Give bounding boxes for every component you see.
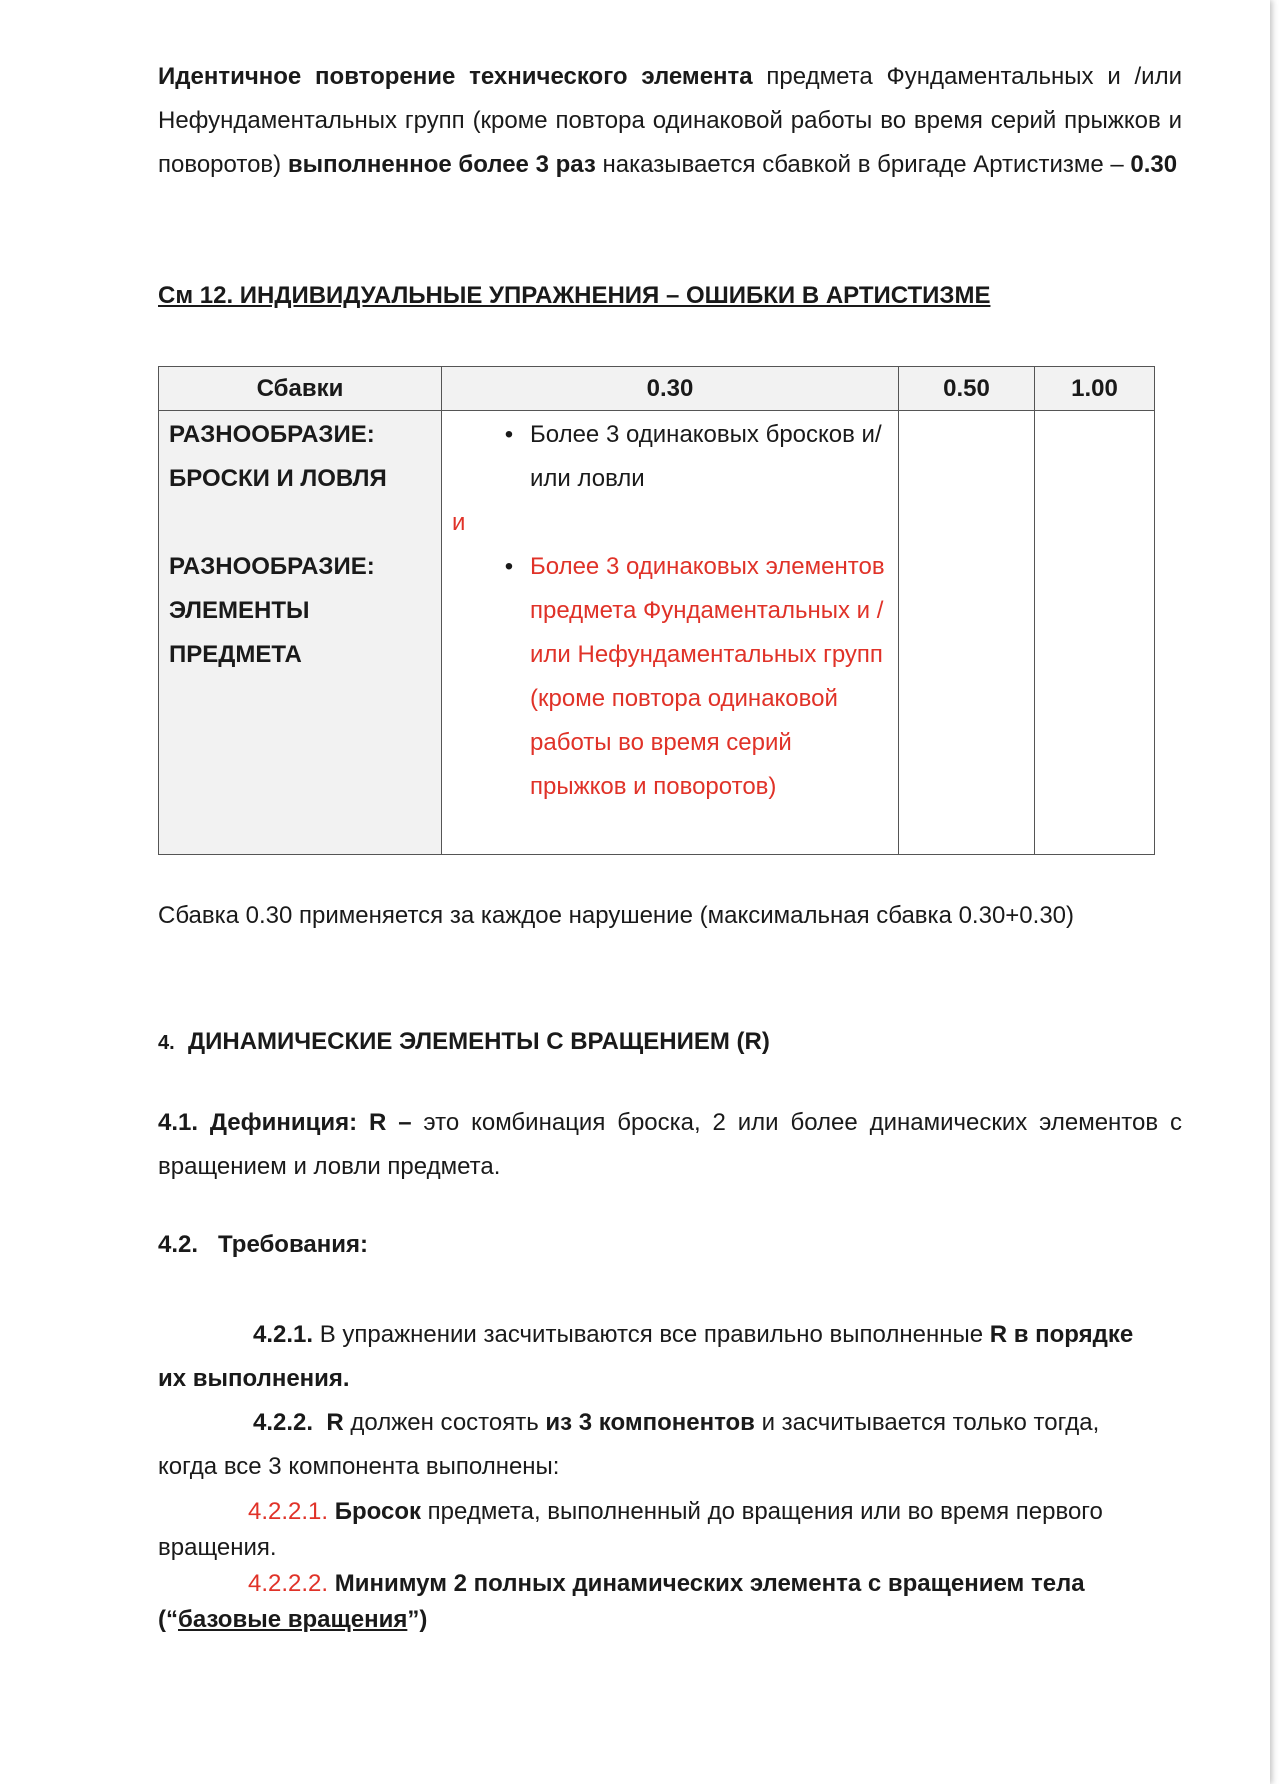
bullet-icon: •: [504, 421, 514, 448]
connector-text: и: [452, 509, 466, 536]
table-row: [159, 411, 1155, 855]
section-4-2-1: 4.2.1. В упражнении засчитываются все правильно выполненные R в порядке их выполнения.: [158, 1321, 1134, 1392]
header-cell-100: 1.00: [1035, 367, 1155, 411]
list-item: • Более 3 одинаковых бросков и/или ловли: [452, 413, 888, 501]
header-cell-030: 0.30: [442, 367, 899, 411]
penalty-030-cell: [442, 411, 899, 855]
section-4-1: 4.1. Дефиниция: R – это комбинация броска, 2 или более динамических элементов с вращением и ловли предмета.: [158, 1109, 1182, 1180]
section-4-2-2-2: 4.2.2.2. Минимум 2 полных динамических элемента с вращением тела (“базовые вращения”): [158, 1570, 1085, 1633]
note-text: Сбавка 0.30 применяется за каждое нарушение (максимальная сбавка 0.30+0.30): [158, 902, 1075, 929]
bullet-icon: •: [504, 553, 514, 580]
penalty-table: [158, 366, 1155, 855]
header-cell-penalties: Сбавки: [159, 367, 442, 411]
section-4-2-2: 4.2.2. R должен состоять из 3 компонентов и засчитывается только тогда, когда все 3 компонента выполнены:: [158, 1409, 1100, 1480]
section-heading-cm12: См 12. ИНДИВИДУАЛЬНЫЕ УПРАЖНЕНИЯ – ОШИБКИ В АРТИСТИЗМЕ: [158, 282, 991, 309]
table-header-row: [159, 367, 1155, 411]
penalty-100-cell: [1035, 411, 1155, 855]
section-4-heading: 4. ДИНАМИЧЕСКИЕ ЭЛЕМЕНТЫ С ВРАЩЕНИЕМ (R): [158, 1028, 770, 1055]
header-cell-050: 0.50: [899, 367, 1035, 411]
list-item: • Более 3 одинаковых элементов предмета Фундаментальных и /или Нефундаментальных групп (кроме повтора одинаковой работы во время серий прыжков и поворотов): [452, 545, 888, 809]
paragraph-identical-repetition: Идентичное повторение технического элемента предмета Фундаментальных и /или Нефундаментальных групп (кроме повтора одинаковой работы во время серий прыжков и поворотов) выполненное более 3 раз наказывается сбавкой в бригаде Артистизме – 0.30: [158, 63, 1183, 178]
section-4-2-heading: 4.2. Требования:: [158, 1231, 368, 1258]
penalty-050-cell: [899, 411, 1035, 855]
criteria-cell: РАЗНООБРАЗИЕ: БРОСКИ И ЛОВЛЯ РАЗНООБРАЗИЕ: ЭЛЕМЕНТЫ ПРЕДМЕТА: [159, 411, 442, 855]
section-4-2-2-1: 4.2.2.1. Бросок предмета, выполненный до вращения или во время первого вращения.: [158, 1498, 1103, 1561]
